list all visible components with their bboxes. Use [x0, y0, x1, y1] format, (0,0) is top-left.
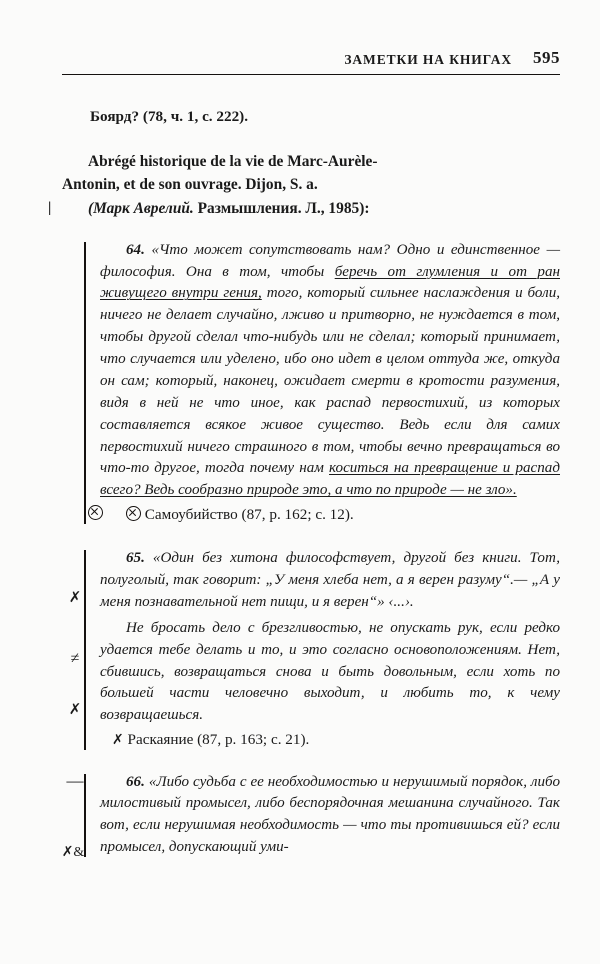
header-divider — [62, 74, 560, 75]
page-number: 595 — [533, 48, 560, 67]
reference-title-line-1: Abrégé historique de la vie de Marc-Aurèle- — [88, 153, 378, 171]
entry-65-number: 65. — [126, 550, 145, 567]
entry-64-part-2: того, который сильнее наслаждения и боли, ничего не делает случайно, лживо и притворно, не нуждается в том, чтобы другой сделал что-нибудь или не сделал; который принимает, что случается или уделено, ибо оно идет в целом оттуда же, откуда он сам; который, наконец, ожидает смерти в кротости разумения, видя в ней не что иное, как распад первостихий, из которых составляется всякое живое существо. Ведь если для самих первостихий ничего страшного в том, чтобы вечно превращаться во что-то другое, тогда почему нам — [100, 285, 561, 477]
entry-65 — [62, 548, 560, 751]
reference-author: (Марк Аврелий. — [88, 199, 194, 217]
reference-title-line-3 — [48, 197, 560, 220]
paragraph-boyar — [62, 106, 560, 128]
entry-65-quote-text: «Один без хитона философствует, другой без книги. Тот, полуголый, так говорит: „У меня хлеба нет, а я верен разуму“.— „А у меня познавательной нет пищи, и я верен“» ‹...›. — [100, 550, 560, 610]
circled-x-icon-inline — [126, 506, 141, 521]
dash-icon-66: — — [66, 770, 84, 790]
margin-bar-mark: | — [48, 199, 52, 216]
entry-66-quote-text: «Либо судьба с ее необходимостью и нерушимый порядок, либо милостивый промысел, либо беспорядочная мешанина случайного. Так вот, если нерушимая необходимость — что ты противишься ей? если промысел, допускающий уми- — [100, 773, 560, 856]
margin-vertical-bar-64 — [84, 242, 86, 525]
entry-64-underlined-1: беречь от глумления и от ран живущего внутри гения, — [100, 263, 560, 302]
entry-66-text — [100, 772, 560, 860]
not-equal-icon-65: ≠ — [70, 650, 80, 668]
entry-64-note-row — [100, 504, 560, 526]
x-mark-icon-65a: ✗ — [68, 590, 82, 607]
entry-66-number: 66. — [126, 773, 145, 790]
entry-64 — [62, 240, 560, 527]
circled-x-icon-margin — [62, 504, 88, 526]
x-mark-icon-inline-65: ✗ — [112, 733, 124, 749]
page-header — [60, 48, 560, 68]
entry-65-note-text: Не бросать дело с брезгливостью, не опускать рук, если редко удается тебе делать и то, и это согласно основоположениям. Нет, сбившись, возвращаться снова и быть довольным, если хоть по большей части человечно выходит, и любить то, к чему возвращаешься. — [100, 619, 560, 724]
entry-65-quote — [100, 548, 560, 614]
entry-65-note: Раскаяние (87, p. 163; с. 21). — [127, 731, 310, 749]
entry-65-note-row — [100, 729, 560, 751]
boyar-text: Боярд? (78, ч. 1, с. 222). — [90, 108, 249, 125]
reference-title-line-2: Antonin, et de son ouvrage. Dijon, S. a. — [62, 176, 318, 194]
entry-66 — [62, 772, 560, 860]
reference-title-rest: Размышления. Л., 1985): — [197, 199, 370, 217]
entry-64-part-1: «Что может сопутствовать нам? Одно и единственное — философия. Она в том, чтобы — [100, 241, 560, 280]
reference-title-block — [48, 150, 560, 219]
entry-64-number: 64. — [126, 241, 145, 258]
entry-64-note: Самоубийство (87, p. 162; с. 12). — [144, 506, 354, 524]
entry-64-text — [100, 240, 560, 503]
x-and-ampersand-icon-66: ✗& — [61, 844, 85, 860]
page-body — [48, 92, 561, 860]
x-mark-icon-65b: ✗ — [68, 702, 82, 719]
running-title: ЗАМЕТКИ НА КНИГАХ — [344, 52, 512, 67]
entry-64-underlined-2: коситься на превращение и распад всего? Ведь сообразно природе это, а что по природе — не зло». — [100, 460, 560, 499]
